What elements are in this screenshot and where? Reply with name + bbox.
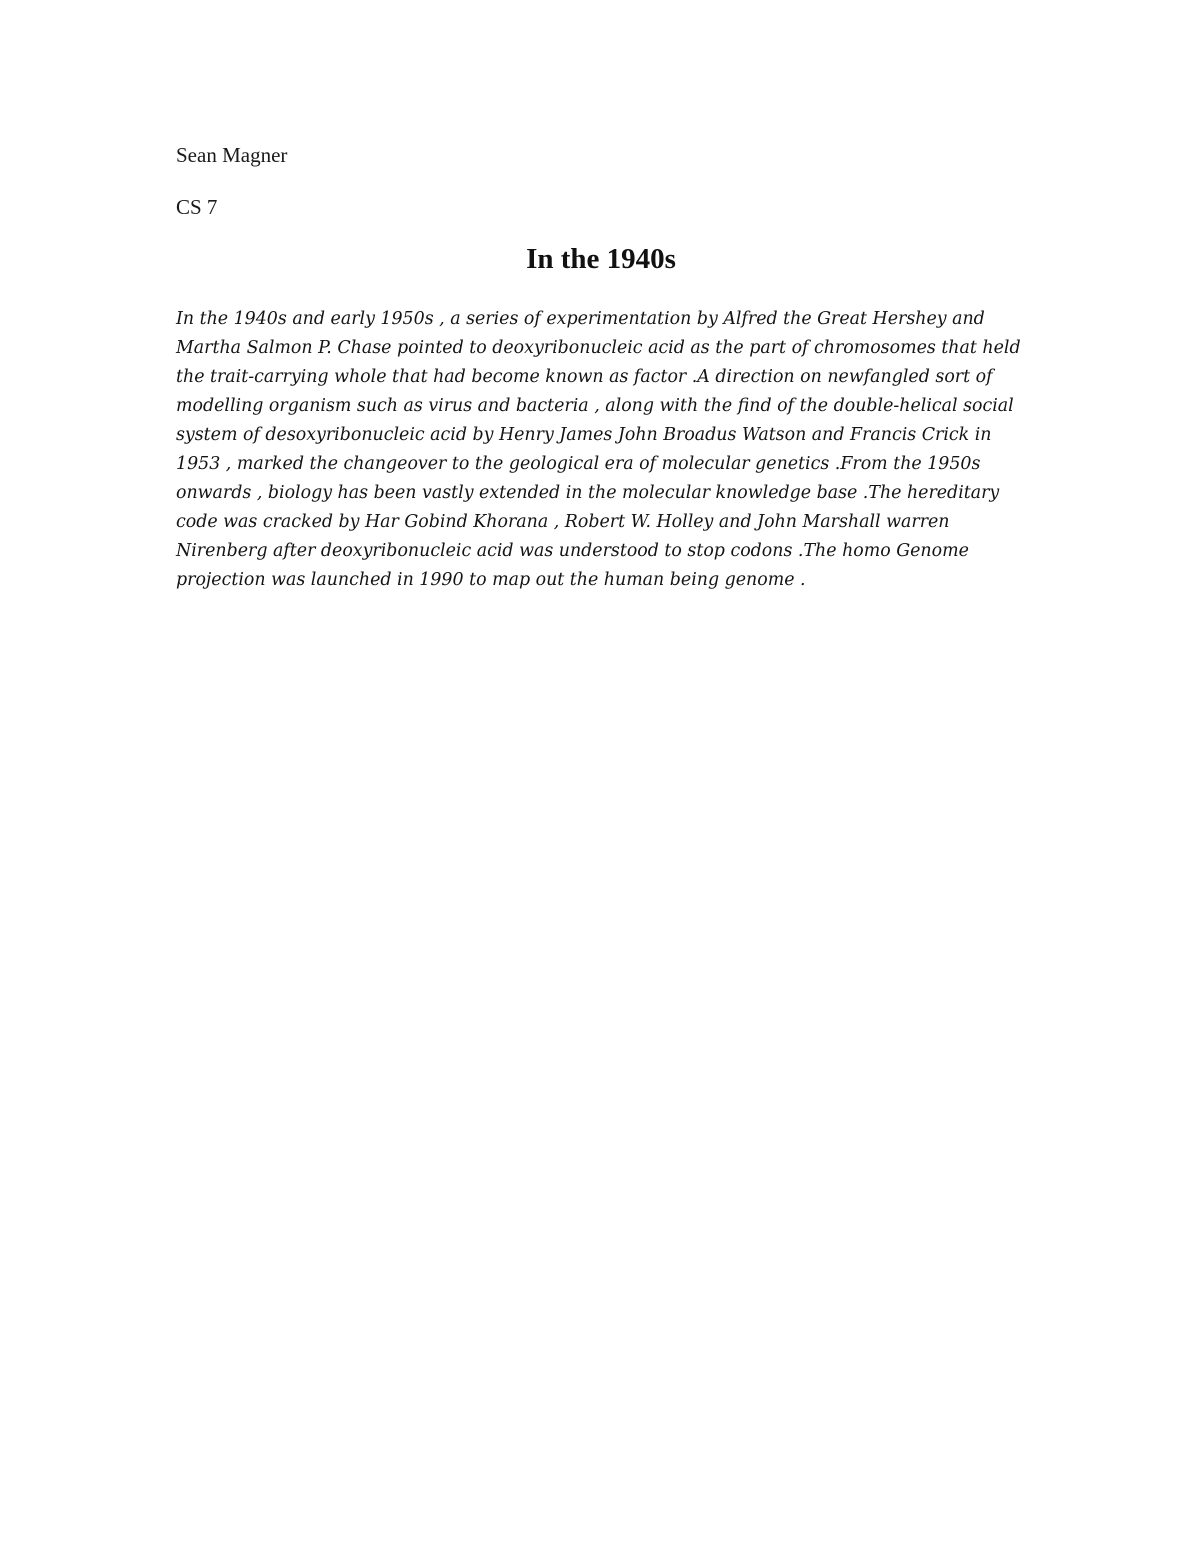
- paragraph-line: modelling organism such as virus and bacteria , along with the find of the double-helical social: [176, 396, 1014, 416]
- paragraph-line: system of desoxyribonucleic acid by Henry James John Broadus Watson and Francis Crick in: [176, 425, 992, 445]
- paragraph-line: onwards , biology has been vastly extended in the molecular knowledge base .The hereditary: [176, 483, 1000, 503]
- course-label: CS 7: [176, 195, 218, 219]
- paragraph-line: Nirenberg after deoxyribonucleic acid was understood to stop codons .The homo Genome: [176, 541, 969, 561]
- paragraph-line: In the 1940s and early 1950s , a series of experimentation by Alfred the Great Hershey and: [176, 309, 985, 329]
- document-title: In the 1940s: [526, 243, 676, 275]
- paragraph-line: the trait-carrying whole that had become known as factor .A direction on newfangled sort of: [176, 367, 993, 387]
- paragraph-line: code was cracked by Har Gobind Khorana , Robert W. Holley and John Marshall warren: [176, 512, 950, 532]
- paragraph-line: 1953 , marked the changeover to the geological era of molecular genetics .From the 1950s: [176, 454, 981, 474]
- paragraph-line: projection was launched in 1990 to map out the human being genome .: [176, 570, 806, 590]
- author-name: Sean Magner: [176, 143, 288, 167]
- paragraph-line: Martha Salmon P. Chase pointed to deoxyribonucleic acid as the part of chromosomes that held: [176, 338, 1021, 358]
- body-paragraph: [176, 305, 1036, 595]
